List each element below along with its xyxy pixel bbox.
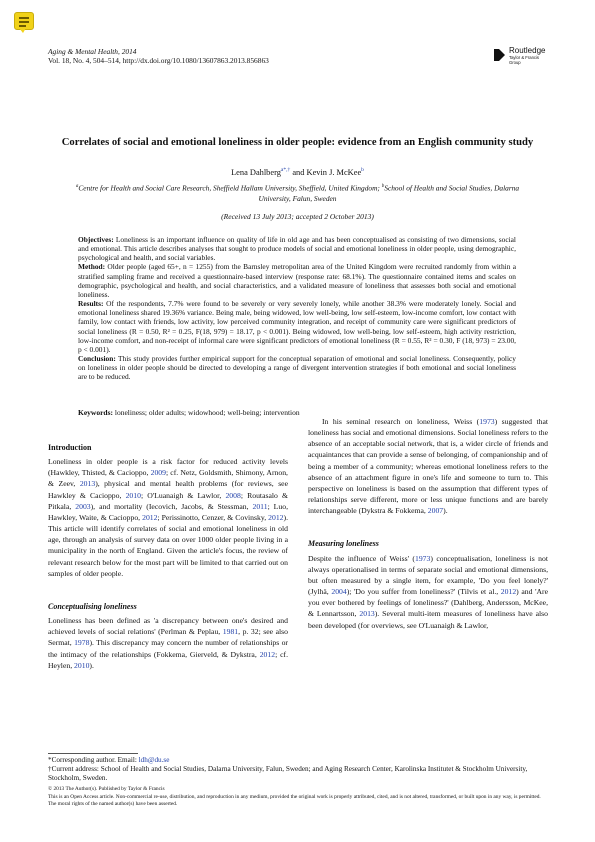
- author-line: [60, 165, 535, 178]
- footnote-rule: [48, 753, 138, 754]
- affiliation-mark: b: [381, 184, 385, 189]
- logo-wordmark: Routledge: [509, 46, 546, 55]
- citation-link[interactable]: 2012: [259, 649, 276, 659]
- keywords-list: loneliness; older adults; widowhood; well-being; intervention: [113, 408, 300, 417]
- abstract-label: Results:: [78, 299, 104, 309]
- author-affiliation-mark[interactable]: a*,†: [280, 167, 291, 173]
- affiliation-mark: a: [75, 184, 79, 189]
- abstract-label: Objectives:: [78, 235, 114, 244]
- citation-link[interactable]: 2004: [331, 587, 347, 597]
- email-link[interactable]: ldh@du.se: [138, 756, 170, 764]
- citation-link[interactable]: 2012: [142, 512, 158, 522]
- received-dates: (Received 13 July 2013; accepted 2 October 2013): [221, 212, 374, 221]
- paragraph: Loneliness in older people is a risk factor for reduced activity levels (Hawkley, Thisted, & Cacioppo, 2009; cf. Netz, Goldsmith, Shimony, Arnon, & Zeev, 2013), physical and mental health problems (for reviews, see Hawkley & Cacioppo, 2010; O'Luanaigh & Lawlor, 2008; Routasalo & Pitkala, 2003), and mortality (Iecovich, Jacobs, & Stessman, 2011; Luo, Hawkley, Waite, & Cacioppo, 2012; Perissinotto, Cenzer, & Covinsky, 2012). This article will identify correlates of social and emotional loneliness in old age, through an analysis of survey data on over 1000 older people living in a municipality in the north of England. Given the article's focus, the review of relevant research below for the most part will be limited to that carried out on samples of older people.: [48, 457, 289, 578]
- abstract-text: Older people (aged 65+, n = 1255) from the Barnsley metropolitan area of the United Kingdom were recruited randomly from within a stratified sampling frame and received a questionnaire-based interview (response rate: 68.1%). The questionnaire contained items and scales on demographic, psychological and health, and social characteristics, and a validated measure of loneliness that assesses both social and emotional loneliness.: [78, 262, 516, 299]
- running-header: [48, 47, 468, 66]
- license-text: This is an Open Access article. Non-commercial re-use, distribution, and reproduction in any medium, provided the original work is properly attributed, cited, and is not altered, transformed, or built upon in any way, is permitted. The moral rights of the named author(s) have been asserted.: [48, 793, 541, 808]
- article-title: Correlates of social and emotional loneliness in older people: evidence from an English community study: [61, 137, 534, 148]
- publisher-logo: [493, 47, 548, 65]
- affiliations: [60, 182, 535, 204]
- abstract-text: This study provides further empirical support for the conceptual separation of emotional and social loneliness. Consequently, policy on loneliness in older people should be directed to developing a range of divergent intervention strategies if both emotional and social loneliness are to be reduced.: [78, 354, 516, 382]
- corresponding-author-note: *Corresponding author. Email: ldh@du.se: [48, 756, 170, 764]
- left-column: [48, 442, 288, 671]
- current-address-note: †Current address: School of Health and Social Studies, Dalarna University, Falun, Sweden; and Aging Research Center, Karolinska Institutet & Stockholm University, Stockholm, Sweden.: [48, 765, 528, 782]
- citation-link[interactable]: 2013: [79, 479, 96, 489]
- routledge-logo-icon: [493, 47, 507, 63]
- citation-link[interactable]: 2013: [359, 609, 375, 619]
- citation-link[interactable]: 2009: [150, 468, 166, 478]
- citation-link[interactable]: 2010: [74, 660, 90, 670]
- subsection-heading: Conceptualising loneliness: [48, 601, 137, 611]
- citation-link[interactable]: 2010: [125, 490, 141, 500]
- subsection-heading: Measuring loneliness: [308, 539, 379, 549]
- copyright-notice: [48, 786, 548, 809]
- citation-link[interactable]: 2011: [252, 501, 268, 511]
- journal-name: Aging & Mental Health, 2014: [48, 47, 137, 56]
- abstract-objectives: [78, 235, 516, 262]
- logo-subtext: Taylor & Francis Group: [509, 55, 540, 65]
- citation-link[interactable]: 1978: [74, 638, 90, 648]
- citation-link[interactable]: 2008: [225, 490, 241, 500]
- abstract-text: Loneliness is an important influence on quality of life in old age and has been conceptualised as consisting of two dimensions, social and emotional. This article describes analyses that sought to produce models of social and emotional loneliness in older people, using demographic, psychological and health, and social variables.: [78, 235, 516, 263]
- abstract-results: [78, 299, 516, 354]
- citation-link[interactable]: 1973: [414, 553, 431, 563]
- abstract-label: Method:: [78, 262, 106, 272]
- affiliation-b: School of Health and Social Studies, Dalarna University, Falun, Sweden: [258, 183, 520, 203]
- affiliation-a: Centre for Health and Social Care Research, Sheffield Hallam University, Sheffield, United Kingdom;: [78, 183, 382, 193]
- citation-link[interactable]: 2007: [427, 506, 444, 516]
- abstract-text: Of the respondents, 7.7% were found to be severely or very severely lonely, while another 38.3% were moderately lonely. Social and emotional loneliness shared 19.36% variance. Being male, being widowed, low well-being, low self-esteem, low-income comfort, low contact with family, low contact with friends, low activity, low perceived community integration, and receipt of community care were significant predictors of social loneliness (R = 0.50, R² = 0.25, F(18, 979) = 18.17, p < 0.001). Being widowed, low well-being, low self-esteem, high activity restriction, low-income comfort, and non-receipt of informal care were significant predictors of emotional loneliness (R = 0.55, R² = 0.30, F (18, 973) = 23.00, p < 0.001).: [78, 299, 516, 354]
- citation-link[interactable]: 2012: [500, 587, 517, 597]
- abstract-method: [78, 262, 516, 299]
- keywords-label: Keywords:: [78, 408, 113, 417]
- citation-link[interactable]: 2003: [75, 501, 91, 511]
- paragraph: In his seminal research on loneliness, Weiss (1973) suggested that loneliness has social and emotional dimensions. Social loneliness refers to the absence of an acceptable social network, that is, a wider circle of friends and acquaintances that can provide a sense of belonging, of companionship and of being a member of a community; whereas emotional loneliness refers to the absence of an attachment figure in one's life and someone to turn to. This perspective on loneliness is based on the assumption that different types of relationships serve different, more or less unique functions and are barely interchangeable (Dykstra & Fokkema, 2007).: [308, 417, 549, 516]
- author-name: Kevin J. McKee: [306, 167, 362, 177]
- author-affiliation-mark[interactable]: b: [361, 167, 364, 173]
- author-connector: and: [290, 167, 307, 177]
- citation-link[interactable]: 1973: [479, 417, 495, 426]
- abstract: [78, 235, 516, 382]
- paragraph: Loneliness has been defined as 'a discrepancy between one's desired and achieved levels of social relations' (Perlman & Peplau, 1981, p. 32; see also Sermat, 1978). This discrepancy may concern the number of relationships or the intimacy of the relationships (Fokkema, Gierveld, & Dykstra, 2012; cf. Heylen, 2010).: [48, 616, 288, 670]
- abstract-label: Conclusion:: [78, 354, 116, 364]
- copyright-line: © 2013 The Author(s). Published by Taylor & Francis: [48, 786, 165, 792]
- citation-link[interactable]: 1981: [222, 627, 239, 637]
- paragraph: Despite the influence of Weiss' (1973) conceptualisation, loneliness is not always operationalised in terms of separate social and emotional dimensions, but often measured by a single item, for example, 'Do you feel lonely?' (Jylhä, 2004); 'Do you suffer from loneliness?' (Tilvis et al., 2012) and 'Are you ever bothered by feelings of loneliness?' (Dahlberg, Andersson, McKee, & Lennartsson, 2013). Several multi-item measures of loneliness have also been developed (for overviews, see O'Luanaigh & Lawlor,: [308, 553, 548, 630]
- volume-doi-line: Vol. 18, No. 4, 504–514, http://dx.doi.org/10.1080/13607863.2013.856863: [48, 56, 269, 66]
- right-column: [308, 416, 548, 631]
- author-name: Lena Dahlberg: [231, 167, 281, 177]
- abstract-conclusion: [78, 354, 516, 381]
- footnotes: [48, 756, 548, 783]
- note-annotation-icon[interactable]: [14, 12, 34, 30]
- citation-link[interactable]: 2012: [268, 512, 284, 522]
- section-heading: Introduction: [48, 443, 92, 452]
